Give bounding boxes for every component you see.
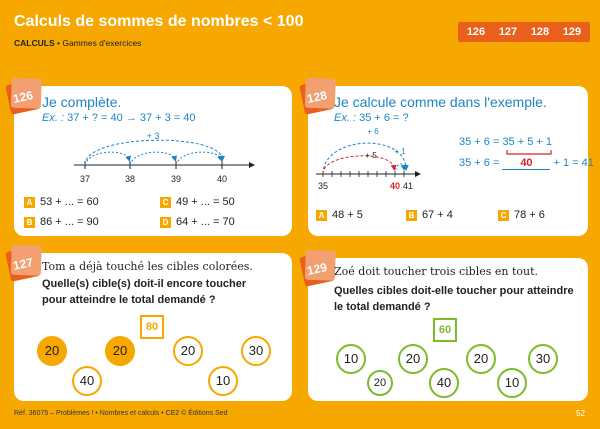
line1-part-a: 35 + 6 = — [459, 136, 500, 148]
target-40[interactable]: 40 — [72, 366, 102, 396]
tick-label-38: 38 — [124, 174, 136, 184]
arc-one-label: + 1 — [394, 147, 406, 156]
exercise-126-example — [42, 112, 196, 124]
axis-end-label: 41 — [402, 181, 414, 191]
page-number: 52 — [576, 409, 585, 418]
exercise-129-question-line-1: Quelles cibles doit-elle toucher pour atteindre — [334, 285, 574, 297]
target-20[interactable]: 20 — [466, 344, 496, 374]
line2-part-c: + 1 = 41 — [553, 157, 594, 169]
example-text: 35 + 6 = ? — [359, 112, 409, 124]
target-10[interactable]: 10 — [336, 344, 366, 374]
example-text: 37 + ? = 40 → 37 + 3 = 40 — [67, 112, 196, 124]
axis-mid-label: 40 — [389, 181, 401, 191]
breadcrumb — [14, 38, 141, 48]
arc-plus-5 — [323, 156, 394, 174]
line1-part-c: + 1 — [536, 136, 552, 148]
tick-label-40: 40 — [216, 174, 228, 184]
exercise-128-heading: Je calcule comme dans l'exemple. — [334, 94, 547, 110]
item-c-calc: 49 + ... = 50 — [176, 196, 235, 208]
goal-total: 80 — [140, 315, 164, 339]
category-label: CALCULS — [14, 38, 55, 48]
item-a-calc: 48 + 5 — [332, 209, 363, 221]
item-a-label: A — [24, 197, 35, 208]
tab-127[interactable]: 127 — [490, 22, 526, 42]
item-d-label: D — [160, 217, 171, 228]
exercise-127-badge: 127 — [5, 246, 41, 282]
arc-step-1 — [85, 152, 129, 165]
target-20-hit[interactable]: 20 — [37, 336, 67, 366]
target-10[interactable]: 10 — [497, 368, 527, 398]
example-line-2 — [459, 157, 594, 170]
target-20-hit[interactable]: 20 — [105, 336, 135, 366]
target-20-small[interactable]: 20 — [367, 370, 393, 396]
item-b-calc: 67 + 4 — [422, 209, 453, 221]
item-c-calc: 78 + 6 — [514, 209, 545, 221]
exercise-129-statement: Zoé doit toucher trois cibles en tout. — [334, 265, 538, 278]
goal-total: 60 — [433, 318, 457, 342]
tab-128[interactable]: 128 — [522, 22, 558, 42]
target-30[interactable]: 30 — [528, 344, 558, 374]
tick-label-37: 37 — [79, 174, 91, 184]
target-10[interactable]: 10 — [208, 366, 238, 396]
line1-part-b: 35 + 5 — [502, 136, 534, 148]
page-title: Calculs de sommes de nombres < 100 — [14, 13, 304, 30]
line2-part-b: 40 — [502, 157, 550, 170]
footer-reference: Réf. 36075 – Problèmes ! • Nombres et calculs • CE2 © Éditions Sed — [14, 410, 228, 417]
arc-top-label: + 6 — [367, 127, 379, 136]
axis-start-label: 35 — [317, 181, 329, 191]
item-c-label: C — [498, 210, 509, 221]
item-d-calc: 64 + ... = 70 — [176, 216, 235, 228]
example-label: Ex. : — [42, 112, 65, 124]
breadcrumb-bullet: • — [56, 38, 60, 48]
example-line-1 — [459, 136, 552, 148]
line2-part-a: 35 + 6 = — [459, 157, 500, 169]
exercise-126-badge: 126 — [5, 79, 41, 115]
arc-plus-1 — [395, 164, 404, 174]
exercise-129-badge: 129 — [299, 251, 335, 287]
exercise-126-number-line — [14, 125, 292, 187]
target-20[interactable]: 20 — [398, 344, 428, 374]
exercise-127-statement: Tom a déjà touché les cibles colorées. — [42, 260, 253, 273]
target-30[interactable]: 30 — [241, 336, 271, 366]
item-a-label: A — [316, 210, 327, 221]
arc-step-3 — [176, 152, 221, 165]
example-bracket — [505, 149, 555, 157]
tab-129[interactable]: 129 — [554, 22, 590, 42]
arc-small-label: + 5 — [365, 151, 377, 160]
exercise-128-number-line — [308, 122, 428, 194]
arc-step-2 — [130, 152, 175, 165]
exercise-128-badge: 128 — [299, 79, 335, 115]
tick-label-39: 39 — [170, 174, 182, 184]
item-c-label: C — [160, 197, 171, 208]
target-40[interactable]: 40 — [429, 368, 459, 398]
exercise-126-heading: Je complète. — [42, 94, 122, 110]
exercise-127-question-line-1: Quelle(s) cible(s) doit-il encore toucher — [42, 278, 247, 290]
exercise-127-question-line-2: pour atteindre le total demandé ? — [42, 294, 216, 306]
arc-label: + 3 — [146, 131, 160, 141]
item-b-label: B — [24, 217, 35, 228]
target-20[interactable]: 20 — [173, 336, 203, 366]
example-label: Ex. : — [334, 112, 357, 124]
exercise-129-question-line-2: le total demandé ? — [334, 301, 431, 313]
subcategory-label: Gammes d'exercices — [62, 38, 142, 48]
item-a-calc: 53 + ... = 60 — [40, 196, 99, 208]
tab-126[interactable]: 126 — [458, 22, 494, 42]
item-b-calc: 86 + ... = 90 — [40, 216, 99, 228]
item-b-label: B — [406, 210, 417, 221]
